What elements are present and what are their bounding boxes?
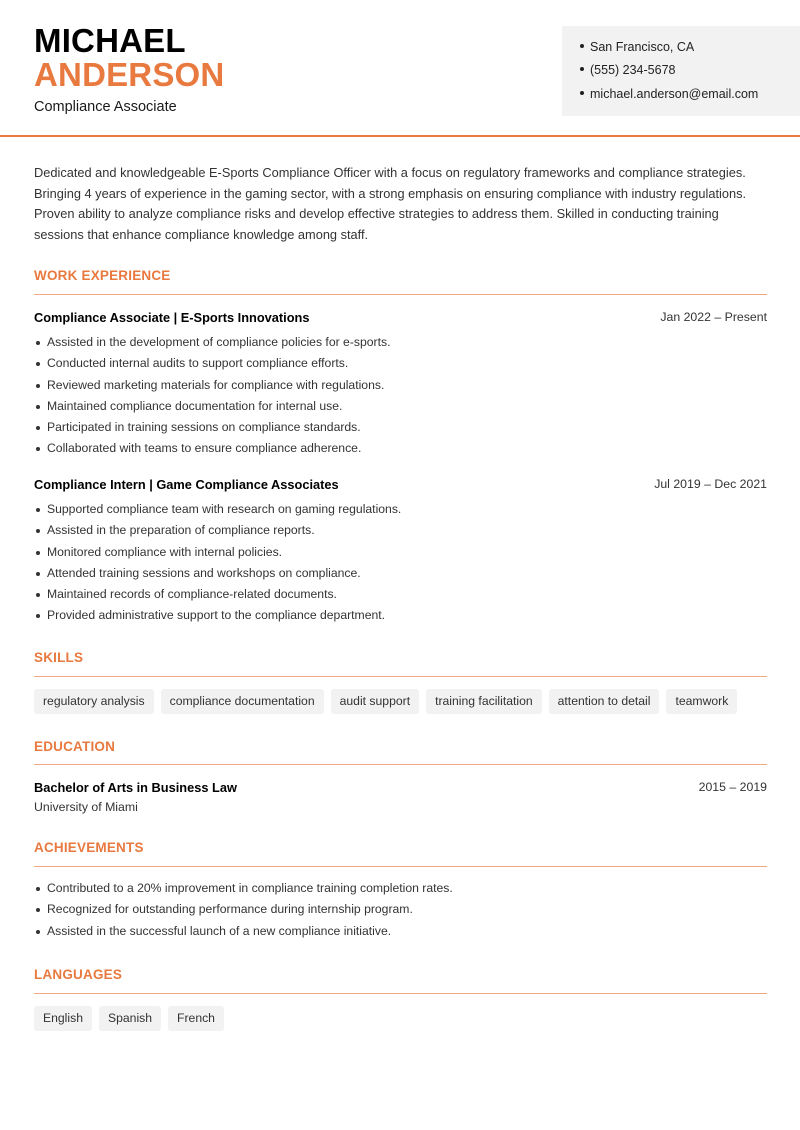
job-date-1: Jan 2022 – Present: [660, 310, 767, 324]
section-title-education: EDUCATION: [34, 739, 116, 754]
list-item: Assisted in the preparation of compliance reports.: [34, 520, 401, 541]
skill-chip: training facilitation: [426, 689, 542, 714]
skill-chip: teamwork: [666, 689, 737, 714]
job-bullets-2: [34, 499, 401, 627]
skill-chip: attention to detail: [549, 689, 660, 714]
list-item: Maintained compliance documentation for internal use.: [34, 396, 390, 417]
section-divider: [34, 764, 767, 765]
list-item: Reviewed marketing materials for compliance with regulations.: [34, 375, 390, 396]
list-item: Supported compliance team with research on gaming regulations.: [34, 499, 401, 520]
list-item: Contributed to a 20% improvement in compliance training completion rates.: [34, 878, 453, 899]
job-title: Compliance Associate: [34, 99, 177, 115]
skill-chip: compliance documentation: [161, 689, 324, 714]
education-school: University of Miami: [34, 800, 138, 814]
section-divider: [34, 866, 767, 867]
list-item: Conducted internal audits to support compliance efforts.: [34, 353, 390, 374]
achievements-list: [34, 878, 453, 942]
section-divider: [34, 676, 767, 677]
list-item: Monitored compliance with internal policies.: [34, 542, 401, 563]
list-item: Collaborated with teams to ensure compliance adherence.: [34, 438, 390, 459]
language-chip: Spanish: [99, 1006, 161, 1031]
job-bullets-1: [34, 332, 390, 460]
phone-text: (555) 234-5678: [590, 63, 676, 77]
job-role-2: Compliance Intern | Game Compliance Associates: [34, 477, 339, 492]
last-name: ANDERSON: [34, 56, 225, 93]
section-title-skills: SKILLS: [34, 650, 84, 665]
skill-chip: regulatory analysis: [34, 689, 154, 714]
skills-list: [34, 689, 737, 714]
skill-chip: audit support: [331, 689, 419, 714]
section-divider: [34, 294, 767, 295]
contact-location: [580, 40, 694, 54]
languages-list: [34, 1006, 224, 1031]
bullet-icon: [580, 91, 584, 95]
list-item: Assisted in the successful launch of a new compliance initiative.: [34, 921, 453, 942]
language-chip: English: [34, 1006, 92, 1031]
job-date-2: Jul 2019 – Dec 2021: [654, 477, 767, 491]
list-item: Maintained records of compliance-related documents.: [34, 584, 401, 605]
language-chip: French: [168, 1006, 224, 1031]
summary-paragraph: Dedicated and knowledgeable E-Sports Compliance Officer with a focus on regulatory frameworks and compliance strategies. Bringing 4 years of experience in the gaming sector, with a strong emphasis on ensuring compliance with industry regulations. Proven ability to analyze compliance risks and develop effective strategies to address them. Skilled in conducting training sessions that enhance compliance knowledge among staff.: [34, 165, 747, 243]
list-item: Participated in training sessions on compliance standards.: [34, 417, 390, 438]
section-divider: [34, 993, 767, 994]
education-degree: Bachelor of Arts in Business Law: [34, 780, 237, 795]
contact-email[interactable]: [580, 87, 758, 101]
list-item: Assisted in the development of compliance policies for e-sports.: [34, 332, 390, 353]
section-title-achievements: ACHIEVEMENTS: [34, 840, 144, 855]
contact-box: [562, 26, 800, 116]
section-title-work: WORK EXPERIENCE: [34, 268, 171, 283]
first-name: MICHAEL: [34, 22, 186, 59]
bullet-icon: [580, 44, 584, 48]
bullet-icon: [580, 67, 584, 71]
email-link[interactable]: michael.anderson@email.com: [590, 87, 759, 101]
list-item: Provided administrative support to the compliance department.: [34, 605, 401, 626]
location-text: San Francisco, CA: [590, 40, 695, 54]
section-title-languages: LANGUAGES: [34, 967, 123, 982]
job-role-1: Compliance Associate | E-Sports Innovations: [34, 310, 310, 325]
education-date: 2015 – 2019: [698, 780, 767, 794]
list-item: Attended training sessions and workshops on compliance.: [34, 563, 401, 584]
contact-phone: [580, 63, 675, 77]
resume-header: [0, 0, 800, 137]
list-item: Recognized for outstanding performance during internship program.: [34, 899, 453, 920]
